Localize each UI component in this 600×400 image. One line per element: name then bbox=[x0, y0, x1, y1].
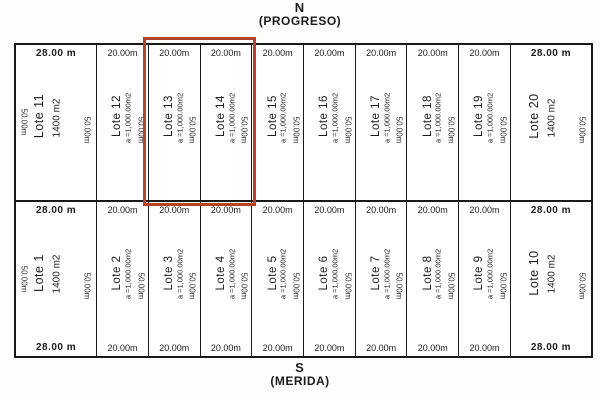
lot-depth-right: 50.00m bbox=[343, 273, 353, 300]
lot-frontage-top: 20.00m bbox=[159, 204, 190, 215]
lot-name: Lote 16 bbox=[318, 95, 331, 137]
plat-table bbox=[14, 43, 593, 358]
lot-depth-right: 50.00m bbox=[187, 116, 197, 144]
lot-frontage-bottom: 28.00 m bbox=[35, 342, 77, 353]
lot-frontage-top: 20.00m bbox=[469, 204, 500, 215]
lot-frontage-top: 20.00m bbox=[107, 204, 138, 215]
lot-name: Lote 12 bbox=[111, 95, 124, 137]
lot-frontage-bottom: 20.00m bbox=[159, 343, 190, 353]
lot-frontage-top: 20.00m bbox=[314, 48, 345, 58]
lot-depth-right: 50.00m bbox=[446, 273, 456, 300]
lot-frontage-top: 20.00m bbox=[366, 204, 397, 215]
lot-name: Lote 13 bbox=[163, 95, 176, 137]
lot-area: a =1,000.00m2 bbox=[382, 92, 392, 143]
lot-frontage-top: 20.00m bbox=[366, 48, 397, 58]
lot-depth-right: 50.00m bbox=[239, 116, 249, 144]
lot-area: 1400 m2 bbox=[51, 98, 63, 138]
lot-area: a =1,000.00m2 bbox=[330, 92, 340, 143]
lot-frontage-bottom: 20.00m bbox=[210, 343, 241, 353]
lot-depth-right: 50.00m bbox=[498, 273, 508, 300]
lot-frontage-bottom: 20.00m bbox=[417, 343, 448, 353]
lot-frontage-top: 20.00m bbox=[417, 204, 448, 215]
lot-name: Lote 3 bbox=[163, 255, 176, 291]
lot-cell-lote-3 bbox=[148, 202, 200, 357]
lot-cell-lote-10 bbox=[510, 202, 591, 357]
lot-cell-lote-13 bbox=[148, 45, 200, 200]
lot-name: Lote 18 bbox=[421, 95, 434, 137]
lot-frontage-bottom: 20.00m bbox=[366, 343, 397, 353]
lot-depth-right: 50.00m bbox=[187, 273, 197, 300]
lot-cell-lote-2 bbox=[96, 202, 148, 357]
progreso-label: (PROGRESO) bbox=[258, 14, 342, 29]
lot-frontage-top: 28.00 m bbox=[530, 48, 572, 59]
lot-name: Lote 20 bbox=[527, 93, 542, 139]
lot-name: Lote 8 bbox=[421, 255, 434, 291]
north-compass-label bbox=[0, 1, 600, 28]
lot-cell-lote-15 bbox=[251, 45, 303, 200]
lot-name: Lote 11 bbox=[32, 93, 47, 139]
lot-cell-lote-16 bbox=[303, 45, 355, 200]
lot-frontage-top: 20.00m bbox=[262, 48, 293, 58]
lot-cell-lote-14 bbox=[200, 45, 252, 200]
lot-area: a =1,000.00m2 bbox=[433, 248, 443, 300]
lot-frontage-bottom: 20.00m bbox=[107, 343, 138, 353]
lot-frontage-top: 20.00m bbox=[314, 204, 345, 215]
lot-depth-right: 50.00m bbox=[136, 116, 146, 144]
lot-name: Lote 17 bbox=[370, 95, 382, 137]
lot-frontage-top: 28.00 m bbox=[35, 48, 77, 59]
lot-area: a =1,000.00m2 bbox=[175, 248, 185, 300]
lot-area: a =1,000.00m2 bbox=[278, 248, 288, 300]
lot-frontage-bottom: 28.00 m bbox=[530, 342, 572, 353]
merida-label: (MERIDA) bbox=[270, 374, 330, 389]
lot-cell-lote-1 bbox=[16, 202, 96, 357]
lot-name: Lote 10 bbox=[527, 249, 542, 296]
lot-frontage-top: 28.00 m bbox=[530, 204, 572, 216]
lot-depth-right: 50.00m bbox=[239, 273, 249, 300]
lot-depth-right: 50.00m bbox=[394, 273, 404, 300]
lot-cell-lote-6 bbox=[303, 202, 355, 357]
lot-cell-lote-17 bbox=[355, 45, 407, 200]
lot-area: a =1,000.00m2 bbox=[123, 248, 133, 300]
lot-area: a =1,000.00m2 bbox=[175, 92, 185, 143]
lot-name: Lote 5 bbox=[266, 255, 279, 291]
lot-name: Lote 9 bbox=[473, 255, 486, 291]
lot-area: a =1,000.00m2 bbox=[278, 92, 288, 143]
lot-area: a =1,000.00m2 bbox=[123, 92, 133, 143]
lot-area: 1400 m2 bbox=[546, 98, 558, 138]
lot-area: a =1,000.00m2 bbox=[433, 92, 443, 143]
north-letter: N bbox=[294, 0, 306, 15]
lot-depth-right: 50.00m bbox=[136, 273, 146, 300]
lot-cell-lote-4 bbox=[200, 202, 252, 357]
lot-frontage-top: 20.00m bbox=[107, 48, 138, 58]
lot-depth-left: 50.00m bbox=[19, 108, 29, 136]
lot-depth-right: 50.00m bbox=[577, 116, 587, 144]
lot-cell-lote-8 bbox=[406, 202, 458, 357]
lot-depth-right: 50.00m bbox=[82, 273, 92, 300]
lot-depth-right: 50.00m bbox=[343, 116, 353, 144]
lot-cell-lote-11 bbox=[16, 45, 96, 200]
lot-frontage-top: 20.00m bbox=[210, 204, 241, 215]
north-row bbox=[16, 45, 591, 202]
lot-depth-right: 50.00m bbox=[446, 116, 456, 144]
lot-cell-lote-19 bbox=[458, 45, 510, 200]
lot-depth-right: 50.00m bbox=[291, 116, 301, 144]
lot-cell-lote-9 bbox=[458, 202, 510, 357]
lot-depth-right: 50.00m bbox=[498, 116, 508, 144]
lot-area: a =1,000.00m2 bbox=[382, 248, 392, 300]
lot-cell-lote-18 bbox=[406, 45, 458, 200]
south-compass-label bbox=[0, 361, 600, 388]
south-letter: S bbox=[295, 360, 305, 375]
lot-depth-right: 50.00m bbox=[394, 116, 404, 144]
lot-area: 1400 m2 bbox=[51, 254, 63, 294]
lot-frontage-top: 20.00m bbox=[159, 48, 190, 58]
lot-area: a =1,000.00m2 bbox=[330, 248, 340, 300]
lot-frontage-top: 20.00m bbox=[417, 48, 448, 58]
lot-frontage-top: 28.00 m bbox=[35, 204, 77, 216]
lot-name: Lote 14 bbox=[214, 95, 227, 137]
lot-name: Lote 15 bbox=[266, 95, 279, 137]
lot-area: a =1,000.00m2 bbox=[485, 92, 495, 143]
lot-frontage-bottom: 20.00m bbox=[469, 343, 500, 353]
lot-frontage-bottom: 20.00m bbox=[262, 343, 293, 353]
south-row bbox=[16, 202, 591, 357]
lot-frontage-top: 20.00m bbox=[210, 48, 241, 58]
lot-area: 1400 m2 bbox=[546, 254, 558, 294]
lot-cell-lote-12 bbox=[96, 45, 148, 200]
lot-name: Lote 2 bbox=[111, 255, 124, 291]
lot-depth-left: 50.00m bbox=[19, 265, 29, 293]
lot-name: Lote 7 bbox=[370, 255, 382, 291]
lot-area: a =1,000.00m2 bbox=[227, 92, 236, 143]
lot-area: a =1,000.00m2 bbox=[485, 248, 495, 300]
lot-depth-right: 50.00m bbox=[577, 273, 587, 300]
lot-frontage-top: 20.00m bbox=[469, 48, 500, 58]
lot-name: Lote 1 bbox=[32, 253, 47, 292]
lot-name: Lote 6 bbox=[318, 255, 331, 291]
lot-depth-right: 50.00m bbox=[291, 273, 301, 300]
lot-name: Lote 19 bbox=[473, 95, 486, 137]
lot-depth-right: 50.00m bbox=[82, 116, 92, 144]
lot-name: Lote 4 bbox=[214, 255, 227, 291]
lot-frontage-top: 20.00m bbox=[262, 204, 293, 215]
lot-area: a =1,000.00m2 bbox=[227, 248, 236, 300]
lot-cell-lote-7 bbox=[355, 202, 407, 357]
lot-frontage-bottom: 20.00m bbox=[314, 343, 345, 353]
lot-cell-lote-5 bbox=[251, 202, 303, 357]
lot-cell-lote-20 bbox=[510, 45, 591, 200]
